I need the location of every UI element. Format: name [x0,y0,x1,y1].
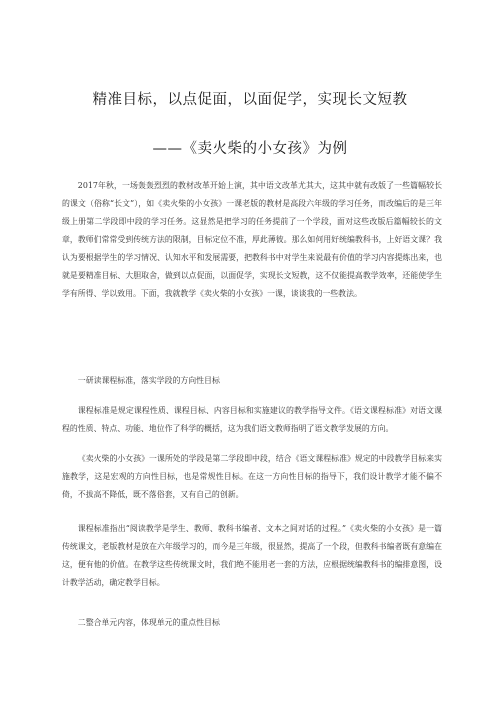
paragraph-stage-goal: 《卖火柴的小女孩》一课所处的学段是第二学段即中段，结合《语文课程标准》规定的中段教学目标来实施教学，这是宏观的方向性目标，也是常规性目标。在这一方向性目标的指导下，我们设计教学才能不偏不倚，不拔高不降低，既不落俗套，又有自己的创新。 [62,454,442,499]
section-heading-1: 一研读课程标准，落实学段的方向性目标 [77,376,220,385]
document-subtitle: ——《卖火柴的小女孩》为例 [152,141,348,157]
paragraph-standards: 课程标准是规定课程性质、课程目标、内容目标和实施建议的教学指导文件。《语文课程标准》对语文课程的性质、特点、功能、地位作了科学的概括，这为我们语文教师指明了语文教学发展的方向。 [62,406,442,433]
section-heading-2: 二整合单元内容，体现单元的重点性目标 [77,618,220,627]
paragraph-intro: 2017年秋，一场轰轰烈烈的教材改革开始上演，其中语文改革尤其大，这其中就有改版了一些篇幅较长的课文（俗称“长文”），如《卖火柴的小女孩》一课老版的教材是高段六年级的学习任务，而改编后的是三年级上册第二学段即中段的学习任务。这显然是把学习的任务提前了一个学段，面对这些改版后篇幅较长的文章，教师们常常受到传统方法的限制，目标定位不准，厚此薄彼。那么如何用好统编教科书，上好语文课？我认为要根据学生的学习情况、认知水平和发展需要，把教科书中对学生来说最有价值的学习内容提炼出来，也就是要精准目标、大胆取舍，做到以点促面，以面促学，实现长文短教，这不仅能提高教学效率，还能使学生学有所得、学以致用。下面，我就教学《卖火柴的小女孩》一课，谈谈我的一些教法。 [62,181,442,298]
paragraph-dialogue: 课程标准指出“阅读教学是学生、教师、教科书编者、文本之间对话的过程。”《卖火柴的小女孩》是一篇传统课文，老版教材是放在六年级学习的，而今是三年级，很显然，提高了一个段，但教科书编者既有意编在这，便有他的价值。在教学这些传统课文时，我们绝不能用老一套的方法，应根据统编教科书的编排意图，设计教学活动，确定教学目标。 [62,524,442,587]
document-title: 精准目标，以点促面，以面促学，实现长文短教 [92,92,408,108]
